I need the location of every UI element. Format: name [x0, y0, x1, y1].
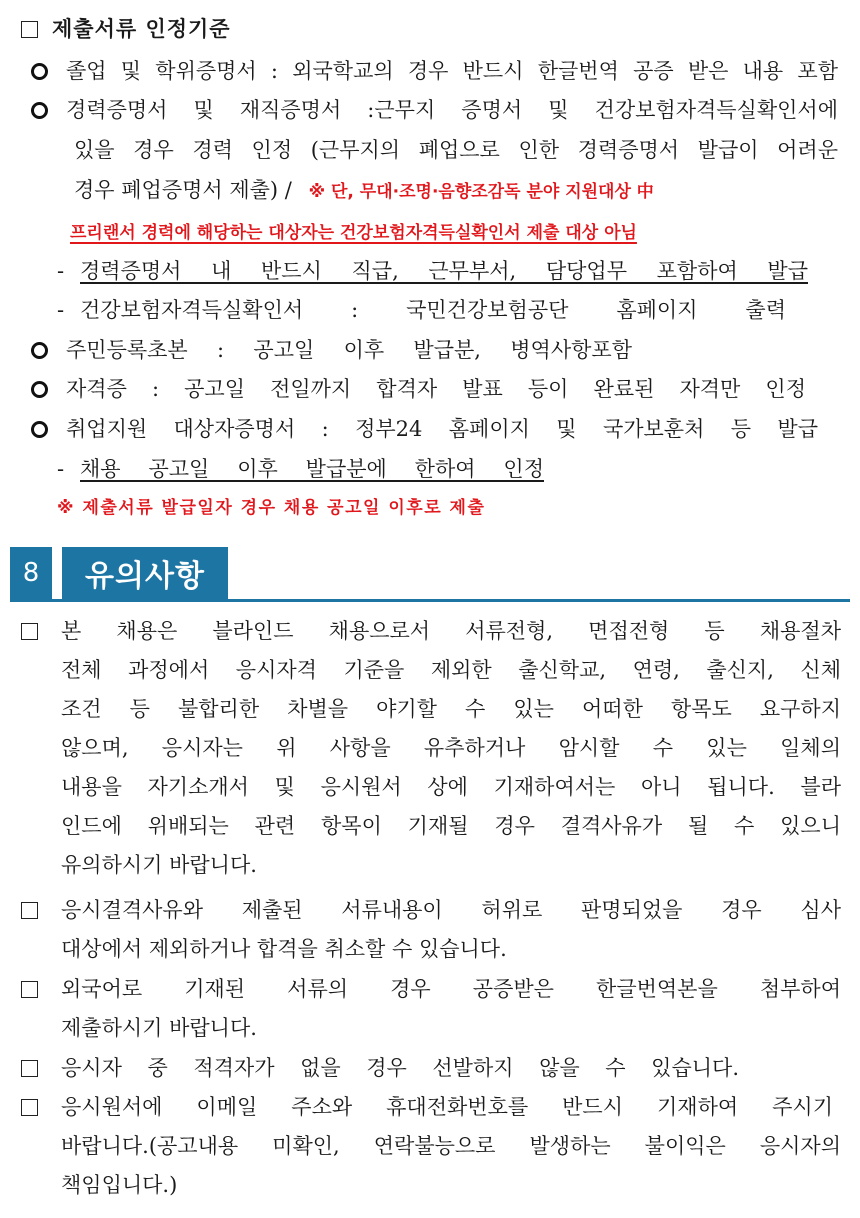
career-note-1: ※ 단, 무대·조명·음향조감독 분야 지원대상 中 [308, 182, 654, 202]
p1-line-4: 않으며, 응시자는 위 사항을 유추하거나 암시할 수 있는 일체의 [61, 736, 841, 760]
checkbox-square-icon [21, 902, 38, 919]
bullet-circle-icon [31, 342, 48, 359]
bullet-circle-icon [31, 63, 48, 80]
checkbox-square-icon [21, 1099, 38, 1116]
item-label: 주민등록초본 : [66, 338, 225, 362]
item-label: 졸업 및 학위증명서 : [66, 59, 278, 83]
docs-heading: 제출서류 인정기준 [52, 17, 231, 41]
p1-line-3: 조건 등 불합리한 차별을 야기할 수 있는 어떠한 항목도 요구하지 [61, 697, 841, 721]
p5-line-1: 응시원서에 이메일 주소와 휴대전화번호를 반드시 기재하여 주시기 [61, 1095, 833, 1119]
p2-line-1: 응시결격사유와 제출된 서류내용이 허위로 판명되었을 경우 심사 [61, 898, 841, 922]
career-sub-2: 건강보험자격득실확인서 : 국민건강보험공단 홈페이지 출력 [80, 298, 786, 322]
item-career-line-3 [74, 176, 654, 206]
checkbox-square-icon [21, 1060, 38, 1077]
section-divider [10, 599, 850, 602]
item-career-line-2: 있을 경우 경력 인정 (근무지의 폐업으로 인한 경력증명서 발급이 어려운 [74, 138, 838, 162]
p5-line-3: 책임입니다.) [61, 1173, 178, 1197]
item-text: 정부24 홈페이지 및 국가보훈처 등 발급 [355, 417, 818, 441]
section-title: 유의사항 [62, 547, 228, 599]
bullet-circle-icon [31, 102, 48, 119]
dash-icon: - [57, 259, 65, 283]
item-resident [66, 336, 632, 364]
p3-line-1: 외국어로 기재된 서류의 경우 공증받은 한글번역본을 첨부하여 [61, 977, 841, 1001]
career-sub-1: 경력증명서 내 반드시 직급, 근무부서, 담당업무 포함하여 발급 [80, 259, 808, 283]
p2-line-2: 대상에서 제외하거나 합격을 취소할 수 있습니다. [61, 937, 507, 961]
p5-line-2: 바랍니다.(공고내용 미확인, 연락불능으로 발생하는 불이익은 응시자의 [61, 1134, 841, 1158]
item-graduation [66, 57, 838, 85]
p1-line-6: 인드에 위배되는 관련 항목이 기재될 경우 결격사유가 될 수 있으니 [61, 814, 841, 838]
checkbox-square-icon [21, 21, 38, 38]
final-note: ※ 제출서류 발급일자 경우 채용 공고일 이후로 제출 [57, 498, 486, 518]
employment-sub: 채용 공고일 이후 발급분에 한하여 인정 [80, 457, 544, 481]
item-label: 취업지원 대상자증명서 : [66, 417, 329, 441]
p1-line-1: 본 채용은 블라인드 채용으로서 서류전형, 면접전형 등 채용절차 [61, 619, 841, 643]
p3-line-2: 제출하시기 바랍니다. [61, 1016, 257, 1040]
item-text: 공고일 이후 발급분, 병역사항포함 [253, 338, 632, 362]
item-employment-support [66, 415, 818, 443]
checkbox-square-icon [21, 623, 38, 640]
item-text: 근무지 증명서 및 건강보험자격득실확인서에 [374, 98, 838, 122]
bullet-circle-icon [31, 381, 48, 398]
item-label: 경력증명서 및 재직증명서 : [66, 98, 375, 122]
p4-line-1: 응시자 중 적격자가 없을 경우 선발하지 않을 수 있습니다. [61, 1056, 739, 1080]
section-number: 8 [10, 547, 52, 599]
p1-line-7: 유의하시기 바랍니다. [61, 853, 257, 877]
checkbox-square-icon [21, 981, 38, 998]
p1-line-5: 내용을 자기소개서 및 응시원서 상에 기재하여서는 아니 됩니다. 블라 [61, 775, 841, 799]
item-label: 자격증 : [66, 377, 160, 401]
bullet-circle-icon [31, 421, 48, 438]
dash-icon: - [57, 457, 65, 481]
item-license [66, 375, 806, 403]
section-header [10, 547, 228, 599]
career-note-2: 프리랜서 경력에 해당하는 대상자는 건강보험자격득실확인서 제출 대상 아님 [70, 223, 637, 243]
item-career-text-3: 경우 폐업증명서 제출) / [74, 178, 292, 202]
item-career [66, 96, 838, 124]
item-text: 외국학교의 경우 반드시 한글번역 공증 받은 내용 포함 [292, 59, 838, 83]
item-text: 공고일 전일까지 합격자 발표 등이 완료된 자격만 인정 [184, 377, 806, 401]
p1-line-2: 전체 과정에서 응시자격 기준을 제외한 출신학교, 연령, 출신지, 신체 [61, 658, 841, 682]
dash-icon: - [57, 298, 65, 322]
